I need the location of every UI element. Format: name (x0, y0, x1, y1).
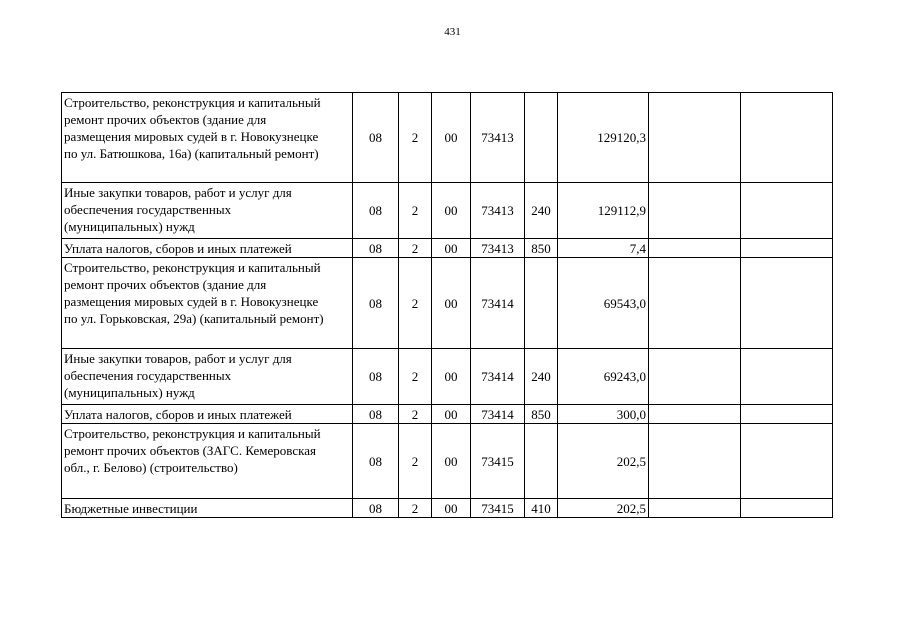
expense-type-code (525, 258, 558, 349)
article-code: 73415 (471, 424, 525, 499)
expense-type-code (525, 93, 558, 183)
subprogram-code: 00 (432, 239, 471, 258)
description-line: обеспечения государственных (64, 368, 232, 383)
table-row (62, 239, 833, 258)
table-row (62, 93, 833, 183)
article-code: 73415 (471, 499, 525, 518)
article-code: 73413 (471, 93, 525, 183)
description-line: (муниципальных) нужд (64, 385, 195, 400)
table-row (62, 499, 833, 518)
extra-column-1 (649, 183, 741, 239)
expense-type-code: 240 (525, 183, 558, 239)
description-line: Уплата налогов, сборов и иных платежей (64, 241, 292, 256)
extra-column-2 (741, 258, 833, 349)
extra-column-2 (741, 424, 833, 499)
expense-type-code: 240 (525, 349, 558, 405)
extra-column-2 (741, 405, 833, 424)
extra-column-1 (649, 499, 741, 518)
extra-column-2 (741, 349, 833, 405)
subprogram-code: 00 (432, 405, 471, 424)
description-line: Строительство, реконструкция и капитальный (64, 426, 321, 441)
description-line: ремонт прочих объектов (здание для (64, 112, 267, 127)
subprogram-code: 00 (432, 424, 471, 499)
extra-column-1 (649, 424, 741, 499)
extra-column-2 (741, 183, 833, 239)
program-code: 2 (399, 258, 432, 349)
description-line: Строительство, реконструкция и капитальный (64, 260, 321, 275)
budget-table (61, 92, 833, 518)
description-line: Иные закупки товаров, работ и услуг для (64, 351, 292, 366)
amount-cell: 69243,0 (558, 349, 649, 405)
article-code: 73413 (471, 183, 525, 239)
row-description (62, 424, 353, 499)
section-code: 08 (353, 499, 399, 518)
program-code: 2 (399, 183, 432, 239)
amount-cell: 129120,3 (558, 93, 649, 183)
article-code: 73414 (471, 405, 525, 424)
row-description (62, 258, 353, 349)
amount-cell: 300,0 (558, 405, 649, 424)
program-code: 2 (399, 405, 432, 424)
description-line: Строительство, реконструкция и капитальный (64, 95, 321, 110)
subprogram-code: 00 (432, 349, 471, 405)
amount-cell: 202,5 (558, 499, 649, 518)
extra-column-1 (649, 405, 741, 424)
row-description (62, 405, 353, 424)
description-line: обеспечения государственных (64, 202, 232, 217)
row-description (62, 349, 353, 405)
program-code: 2 (399, 93, 432, 183)
section-code: 08 (353, 349, 399, 405)
section-code: 08 (353, 93, 399, 183)
table-row (62, 424, 833, 499)
amount-cell: 69543,0 (558, 258, 649, 349)
extra-column-2 (741, 93, 833, 183)
table-row (62, 258, 833, 349)
amount-cell: 7,4 (558, 239, 649, 258)
extra-column-2 (741, 239, 833, 258)
section-code: 08 (353, 258, 399, 349)
article-code: 73414 (471, 258, 525, 349)
subprogram-code: 00 (432, 183, 471, 239)
description-line: Уплата налогов, сборов и иных платежей (64, 407, 292, 422)
section-code: 08 (353, 239, 399, 258)
extra-column-1 (649, 258, 741, 349)
extra-column-2 (741, 499, 833, 518)
description-line: ремонт прочих объектов (ЗАГС. Кемеровская (64, 443, 316, 458)
program-code: 2 (399, 239, 432, 258)
description-line: размещения мировых судей в г. Новокузнецке (64, 294, 319, 309)
program-code: 2 (399, 424, 432, 499)
table-row (62, 349, 833, 405)
program-code: 2 (399, 499, 432, 518)
row-description (62, 183, 353, 239)
subprogram-code: 00 (432, 499, 471, 518)
section-code: 08 (353, 405, 399, 424)
program-code: 2 (399, 349, 432, 405)
description-line: обл., г. Белово) (строительство) (64, 460, 238, 475)
amount-cell: 202,5 (558, 424, 649, 499)
description-line: Бюджетные инвестиции (64, 501, 198, 516)
table-row (62, 183, 833, 239)
subprogram-code: 00 (432, 258, 471, 349)
amount-cell: 129112,9 (558, 183, 649, 239)
extra-column-1 (649, 93, 741, 183)
description-line: ремонт прочих объектов (здание для (64, 277, 267, 292)
description-line: по ул. Горьковская, 29а) (капитальный ремонт) (64, 311, 324, 326)
article-code: 73414 (471, 349, 525, 405)
expense-type-code (525, 424, 558, 499)
description-line: размещения мировых судей в г. Новокузнецке (64, 129, 319, 144)
subprogram-code: 00 (432, 93, 471, 183)
row-description (62, 239, 353, 258)
section-code: 08 (353, 183, 399, 239)
row-description (62, 93, 353, 183)
extra-column-1 (649, 239, 741, 258)
expense-type-code: 850 (525, 405, 558, 424)
row-description (62, 499, 353, 518)
extra-column-1 (649, 349, 741, 405)
section-code: 08 (353, 424, 399, 499)
description-line: Иные закупки товаров, работ и услуг для (64, 185, 292, 200)
expense-type-code: 850 (525, 239, 558, 258)
article-code: 73413 (471, 239, 525, 258)
table-row (62, 405, 833, 424)
description-line: по ул. Батюшкова, 16а) (капитальный ремонт) (64, 146, 319, 161)
description-line: (муниципальных) нужд (64, 219, 195, 234)
expense-type-code: 410 (525, 499, 558, 518)
page-number: 431 (444, 26, 461, 38)
